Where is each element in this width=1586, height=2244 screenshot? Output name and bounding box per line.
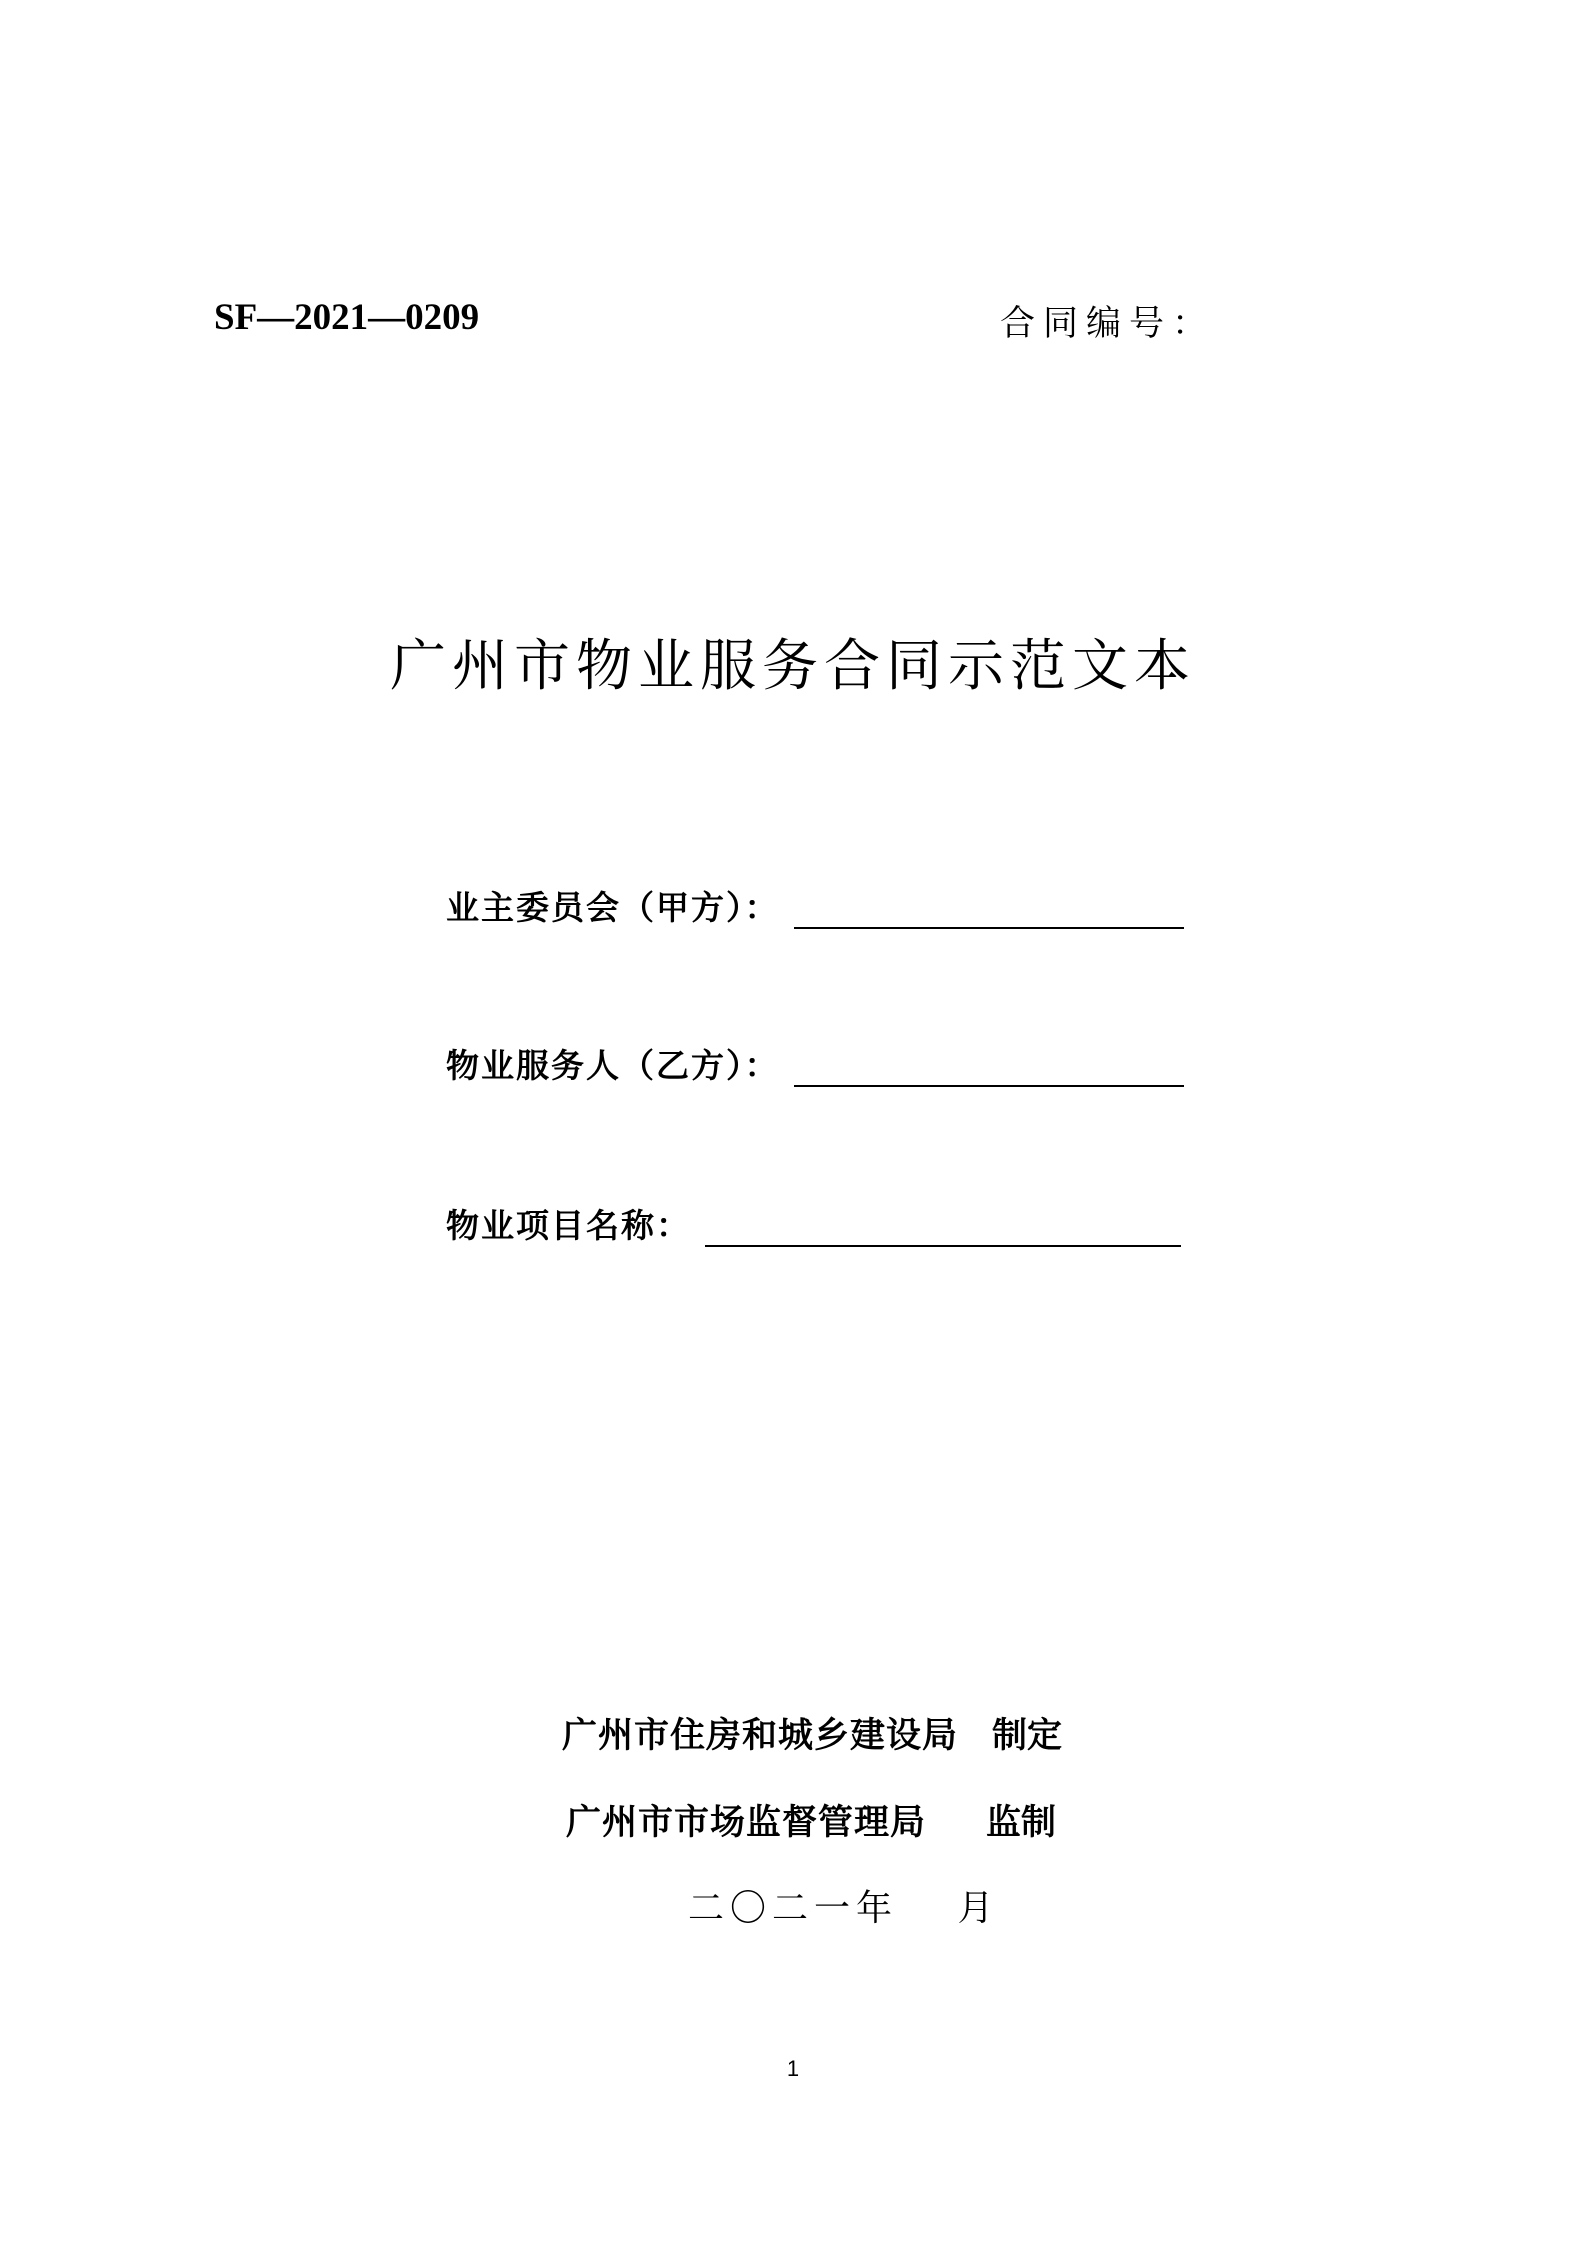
field-row-party-b [446, 1040, 1184, 1087]
project-name-blank-line[interactable] [705, 1207, 1181, 1247]
issuer-role-formulated: 制定 [992, 1716, 1063, 1756]
issuer-role-supervised: 监制 [986, 1803, 1057, 1843]
party-a-label: 业主委员会（甲方）： [446, 888, 780, 927]
party-a-blank-line[interactable] [794, 889, 1184, 929]
issue-date: 二〇二一年 月 [688, 1888, 1000, 1929]
field-row-party-a [446, 882, 1184, 929]
document-title: 广州市物业服务合同示范文本 [390, 634, 1196, 699]
document-code-number: SF—2021—0209 [214, 297, 480, 338]
issuer-org-market-bureau: 广州市市场监督管理局 [566, 1803, 927, 1843]
field-row-project-name [446, 1200, 1181, 1247]
party-b-blank-line[interactable] [794, 1047, 1184, 1087]
party-b-label: 物业服务人（乙方）： [446, 1046, 780, 1085]
issuer-org-housing-bureau: 广州市住房和城乡建设局 [562, 1716, 959, 1756]
page-number: 1 [786, 2056, 800, 2081]
issuer-row-2 [566, 1795, 1057, 1845]
project-name-label: 物业项目名称： [446, 1206, 691, 1245]
contract-number-label: 合同编号： [1000, 304, 1216, 344]
issuer-row-1 [562, 1708, 1063, 1758]
